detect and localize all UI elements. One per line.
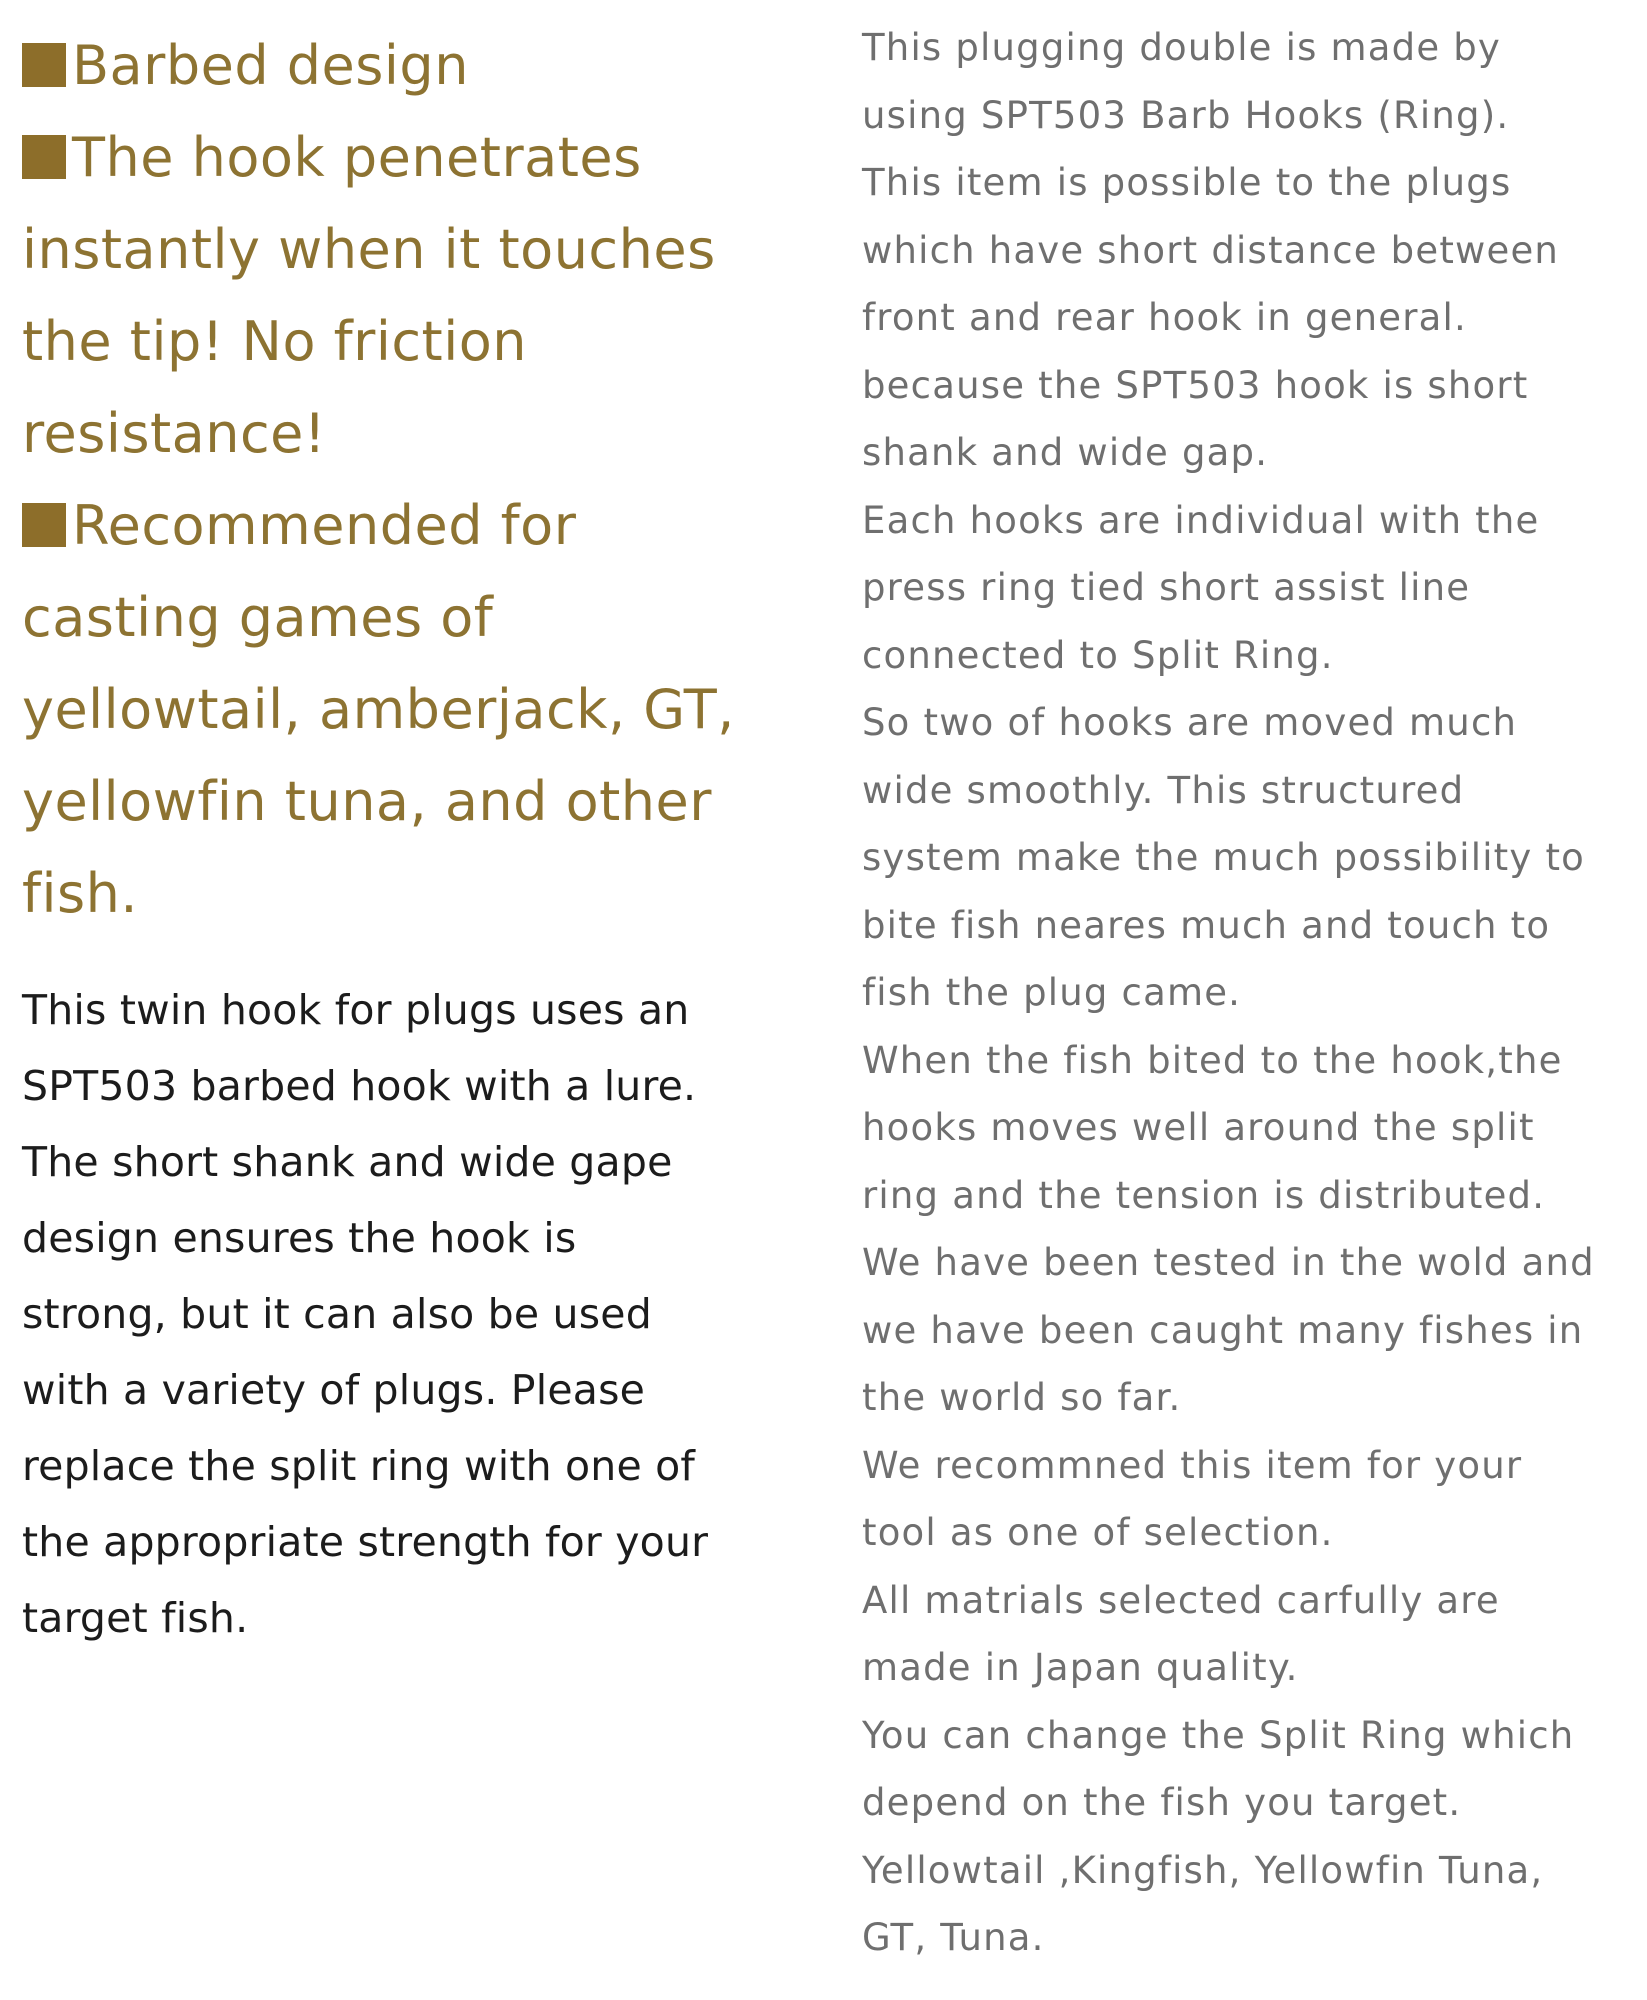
- right-text-line: front and rear hook in general.: [862, 296, 1467, 339]
- description-line: with a variety of plugs. Please: [22, 1366, 646, 1414]
- right-text-line: system make the much possibility to: [862, 836, 1585, 879]
- right-text-line: which have short distance between: [862, 228, 1560, 272]
- square-bullet-icon: [22, 43, 66, 87]
- feature-item: [22, 480, 782, 940]
- left-column: [22, 20, 782, 1656]
- right-text-line: bite fish neares much and touch to: [862, 903, 1551, 947]
- description-line: replace the split ring with one of: [22, 1442, 696, 1490]
- feature-line: the tip! No friction: [22, 310, 527, 373]
- product-description: [22, 972, 782, 1656]
- square-bullet-icon: [22, 135, 66, 179]
- feature-line: The hook penetrates: [72, 126, 642, 189]
- feature-line: yellowfin tuna, and other: [22, 770, 712, 833]
- right-text-line: This item is possible to the plugs: [862, 161, 1512, 204]
- right-text-line: wide smoothly. This structured: [862, 768, 1465, 812]
- description-line: SPT503 barbed hook with a lure.: [22, 1062, 697, 1110]
- feature-line: instantly when it touches: [22, 218, 716, 281]
- feature-list: [22, 20, 782, 940]
- feature-line: fish.: [22, 862, 139, 925]
- feature-item: [22, 112, 782, 480]
- right-text-line: All matrials selected carfully are: [862, 1578, 1500, 1622]
- right-text-line: shank and wide gap.: [862, 431, 1269, 474]
- description-line: This twin hook for plugs uses an: [22, 986, 690, 1034]
- right-text-line: Each hooks are individual with the: [862, 498, 1540, 542]
- description-line: the appropriate strength for your: [22, 1518, 709, 1566]
- feature-line: yellowtail, amberjack, GT,: [22, 678, 735, 741]
- right-text-line: This plugging double is made by: [862, 26, 1502, 69]
- description-line: design ensures the hook is: [22, 1214, 577, 1262]
- right-text-line: hooks moves well around the split: [862, 1106, 1535, 1149]
- right-text-line: using SPT503 Barb Hooks (Ring).: [862, 93, 1510, 137]
- right-text-line: GT, Tuna.: [862, 1916, 1045, 1959]
- feature-line: Recommended for: [72, 494, 577, 557]
- description-line: The short shank and wide gape: [22, 1138, 673, 1186]
- feature-line: resistance!: [22, 402, 327, 465]
- right-text-line: tool as one of selection.: [862, 1511, 1334, 1554]
- feature-line: Barbed design: [72, 34, 469, 97]
- right-text-line: We recommned this item for your: [862, 1443, 1523, 1487]
- square-bullet-icon: [22, 503, 66, 547]
- right-text-line: press ring tied short assist line: [862, 566, 1471, 609]
- right-text-line: So two of hooks are moved much: [862, 701, 1518, 744]
- right-text-line: You can change the Split Ring which: [862, 1713, 1575, 1757]
- feature-item: [22, 20, 782, 112]
- right-text-line: When the fish bited to the hook,the: [862, 1038, 1563, 1082]
- right-text-line: made in Japan quality.: [862, 1646, 1299, 1689]
- right-text-line: fish the plug came.: [862, 971, 1242, 1014]
- description-line: target fish.: [22, 1594, 249, 1642]
- right-text-line: connected to Split Ring.: [862, 633, 1334, 677]
- right-text-line: because the SPT503 hook is short: [862, 363, 1529, 407]
- right-text-line: ring and the tension is distributed.: [862, 1173, 1546, 1217]
- right-text-line: the world so far.: [862, 1376, 1182, 1419]
- right-text-line: we have been caught many fishes in: [862, 1308, 1584, 1352]
- feature-line: casting games of: [22, 586, 494, 649]
- right-text-line: We have been tested in the wold and: [862, 1241, 1595, 1284]
- right-text-line: depend on the fish you target.: [862, 1781, 1462, 1824]
- description-line: strong, but it can also be used: [22, 1290, 652, 1338]
- right-text-line: Yellowtail ,Kingfish, Yellowfin Tuna,: [862, 1848, 1544, 1892]
- right-column-text: [862, 14, 1632, 1972]
